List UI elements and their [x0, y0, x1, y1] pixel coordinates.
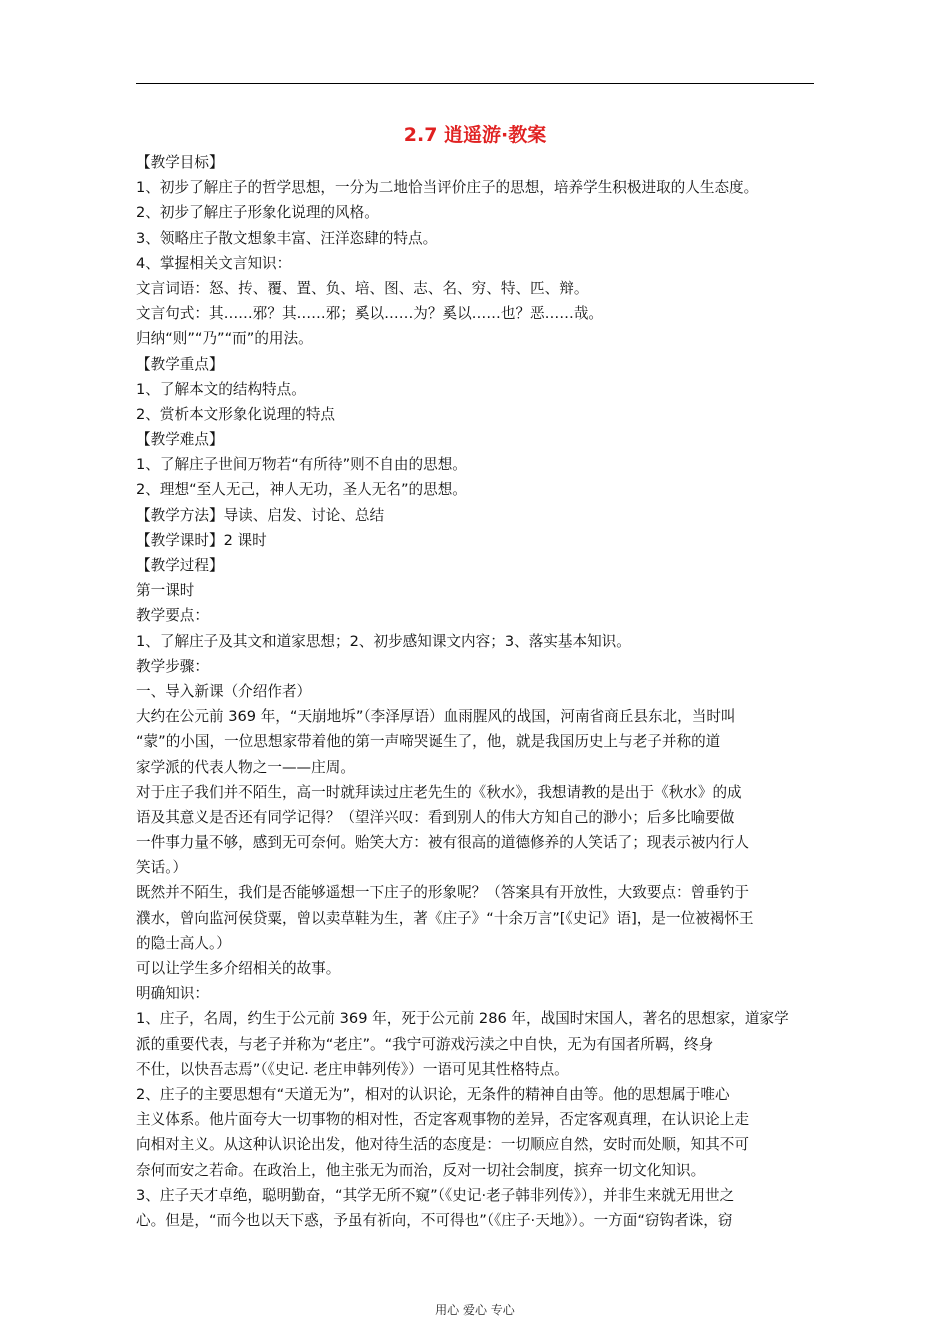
text-line: 濮水，曾向监河侯贷粟，曾以卖草鞋为生，著《庄子》“十余万言”[《史记》语]，是一位被褐怀王	[136, 909, 754, 927]
text-line: 3、领略庄子散文想象丰富、汪洋恣肆的特点。	[136, 229, 438, 247]
text-line: 文言句式：其……邪？其……邪；奚以……为？奚以……也？恶……哉。	[136, 305, 604, 323]
text-line: 对于庄子我们并不陌生，高一时就拜读过庄老先生的《秋水》，我想请教的是出于《秋水》的成	[136, 783, 742, 801]
text-line: 的隐士高人。）	[136, 934, 231, 952]
text-line: 1、了解本文的结构特点。	[136, 380, 306, 398]
text-line: 2、理想“至人无己，神人无功，圣人无名”的思想。	[136, 481, 467, 499]
text-line: 明确知识：	[136, 985, 209, 1003]
text-line: 一、导入新课（介绍作者）	[136, 682, 312, 700]
header-rule	[136, 83, 814, 84]
text-line: 不仕，以快吾志焉”（《史记. 老庄申韩列传》）一语可见其性格特点。	[136, 1060, 569, 1078]
document-title: 2.7 逍遥游·教案	[403, 124, 547, 146]
text-line: 文言词语：怒、抟、覆、置、负、培、图、志、名、穷、特、匹、辩。	[136, 279, 589, 297]
text-line: 【教学课时】2 课时	[136, 531, 267, 549]
page-footer: 用心 爱心 专心	[435, 1303, 515, 1317]
text-line: 1、了解庄子世间万物若“有所待”则不自由的思想。	[136, 456, 467, 474]
text-line: 笑话。）	[136, 859, 188, 877]
text-line: 主义体系。他片面夸大一切事物的相对性，否定客观事物的差异，否定客观真理，在认识论上走	[136, 1111, 749, 1129]
text-line: 2、庄子的主要思想有“天道无为”，相对的认识论，无条件的精神自由等。他的思想属于唯心	[136, 1085, 730, 1103]
text-line: 【教学方法】导读、启发、讨论、总结	[136, 506, 385, 524]
text-line: 派的重要代表，与老子并称为“老庄”。“我宁可游戏污渎之中自快，无为有国者所羁，终身	[136, 1035, 714, 1053]
text-line: 2、初步了解庄子形象化说理的风格。	[136, 204, 379, 222]
text-line: 教学要点：	[136, 607, 209, 625]
document-body	[136, 150, 816, 1233]
text-line: 1、初步了解庄子的哲学思想，一分为二地恰当评价庄子的思想，培养学生积极进取的人生态度。	[136, 179, 759, 197]
text-line: 既然并不陌生，我们是否能够遥想一下庄子的形象呢？（答案具有开放性，大致要点：曾垂钓于	[136, 884, 749, 902]
text-line: 归纳“则”“乃”“而”的用法。	[136, 330, 313, 348]
text-line: 3、庄子天才卓绝，聪明勤奋，“其学无所不窥”（《史记·老子韩非列传》），并非生来就无用世之	[136, 1186, 735, 1204]
text-line: 4、掌握相关文言知识：	[136, 254, 292, 272]
text-line: 可以让学生多介绍相关的故事。	[136, 960, 341, 977]
text-line: 教学步骤：	[136, 657, 209, 675]
text-line: “蒙”的小国，一位思想家带着他的第一声啼哭诞生了，他，就是我国历史上与老子并称的道	[136, 733, 721, 751]
text-line: 【教学重点】	[136, 355, 224, 373]
text-line: 向相对主义。从这种认识论出发，他对待生活的态度是：一切顺应自然，安时而处顺，知其不可	[136, 1136, 749, 1154]
text-line: 第一课时	[136, 582, 195, 600]
text-line: 心。但是，“而今也以天下惑，予虽有祈向，不可得也”（《庄子·天地》）。一方面“窃钩者诛，窃	[136, 1211, 733, 1229]
text-line: 【教学目标】	[136, 154, 224, 171]
text-line: 【教学过程】	[136, 557, 224, 574]
text-line: 1、了解庄子及其文和道家思想；2、初步感知课文内容；3、落实基本知识。	[136, 632, 631, 650]
text-line: 语及其意义是否还有同学记得？（望洋兴叹：看到别人的伟大方知自己的渺小；后多比喻要做	[136, 808, 735, 826]
text-line: 大约在公元前 369 年，“天崩地坼”（李泽厚语）血雨腥风的战国，河南省商丘县东北，当时叫	[136, 708, 736, 726]
text-line: 一件事力量不够，感到无可奈何。贻笑大方：被有很高的道德修养的人笑话了；现表示被内行人	[136, 834, 749, 852]
text-line: 1、庄子，名周，约生于公元前 369 年，死于公元前 286 年，战国时宋国人，著名的思想家，道家学	[136, 1010, 789, 1028]
text-line: 家学派的代表人物之一——庄周。	[136, 758, 355, 776]
text-line: 【教学难点】	[136, 431, 224, 449]
text-line: 2、赏析本文形象化说理的特点	[136, 405, 336, 423]
text-line: 奈何而安之若命。在政治上，他主张无为而治，反对一切社会制度，摈弃一切文化知识。	[136, 1161, 706, 1179]
